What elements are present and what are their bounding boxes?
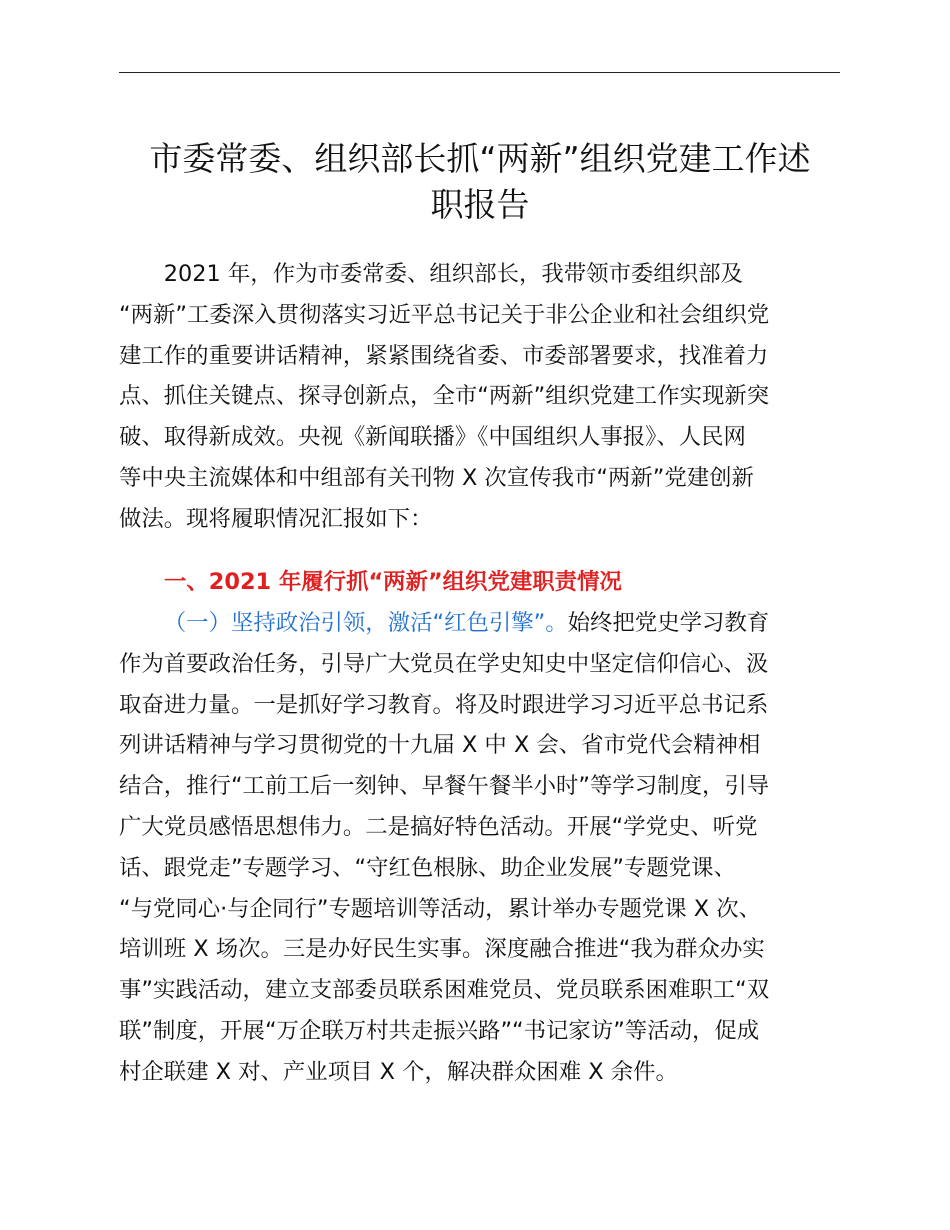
section-paragraph-first-line bbox=[119, 603, 841, 644]
intro-paragraph bbox=[119, 254, 841, 540]
intro-line-5: 破、取得新成效。央视《新闻联播》《中国组织人事报》、人民网 bbox=[119, 424, 746, 451]
subsection-heading: （一）坚持政治引领，激活“红色引擎”。 bbox=[163, 610, 568, 636]
section-line-8: 培训班 X 场次。三是办好民生实事。深度融合推进“我为群众办实 bbox=[119, 936, 765, 963]
document-title bbox=[110, 136, 850, 228]
header-rule bbox=[119, 72, 840, 73]
title-line-1: 市委常委、组织部长抓“两新”组织党建工作述 bbox=[149, 139, 811, 178]
first-line-rest: 始终把党史学习教育 bbox=[567, 610, 770, 636]
section-line-5: 广大党员感悟思想伟力。二是搞好特色活动。开展“学党史、听党 bbox=[119, 813, 758, 840]
section-line-1: 作为首要政治任务，引导广大党员在学史知史中坚定信仰信心、汲 bbox=[119, 650, 769, 677]
section-line-9: 事”实践活动，建立支部委员联系困难党员、党员联系困难职工“双 bbox=[119, 977, 770, 1004]
section-line-10: 联”制度，开展“万企联万村共走振兴路”“书记家访”等活动，促成 bbox=[119, 1017, 760, 1044]
section-line-4: 结合，推行“工前工后一刻钟、早餐午餐半小时”等学习制度，引导 bbox=[119, 773, 770, 800]
section-line-3: 列讲话精神与学习贯彻党的十九届 X 中 X 会、省市党代会精神相 bbox=[119, 732, 761, 759]
section-line-6: 话、跟党走”专题学习、“守红色根脉、助企业发展”专题党课、 bbox=[119, 854, 736, 881]
section-line-2: 取奋进力量。一是抓好学习教育。将及时跟进学习习近平总书记系 bbox=[119, 691, 769, 718]
section-paragraph bbox=[119, 603, 841, 1093]
intro-line-4: 点、抓住关键点、探寻创新点，全市“两新”组织党建工作实现新突 bbox=[119, 383, 770, 410]
section-line-11: 村企联建 X 对、产业项目 X 个，解决群众困难 X 余件。 bbox=[119, 1058, 678, 1085]
title-line-2: 职报告 bbox=[430, 185, 530, 224]
intro-line-1: 2021 年，作为市委常委、组织部长，我带领市委组织部及 bbox=[163, 261, 743, 287]
intro-line-2: “两新”工委深入贯彻落实习近平总书记关于非公企业和社会组织党 bbox=[119, 301, 770, 328]
intro-line-6: 等中央主流媒体和中组部有关刊物 X 次宣传我市“两新”党建创新 bbox=[119, 464, 754, 491]
section-line-7: “与党同心·与企同行”专题培训等活动，累计举办专题党课 X 次、 bbox=[119, 895, 762, 922]
intro-line-7: 做法。现将履职情况汇报如下： bbox=[119, 505, 433, 532]
section-heading: 一、2021 年履行抓“两新”组织党建职责情况 bbox=[164, 569, 622, 595]
intro-line-3: 建工作的重要讲话精神，紧紧围绕省委、市委部署要求，找准着力 bbox=[119, 342, 769, 369]
